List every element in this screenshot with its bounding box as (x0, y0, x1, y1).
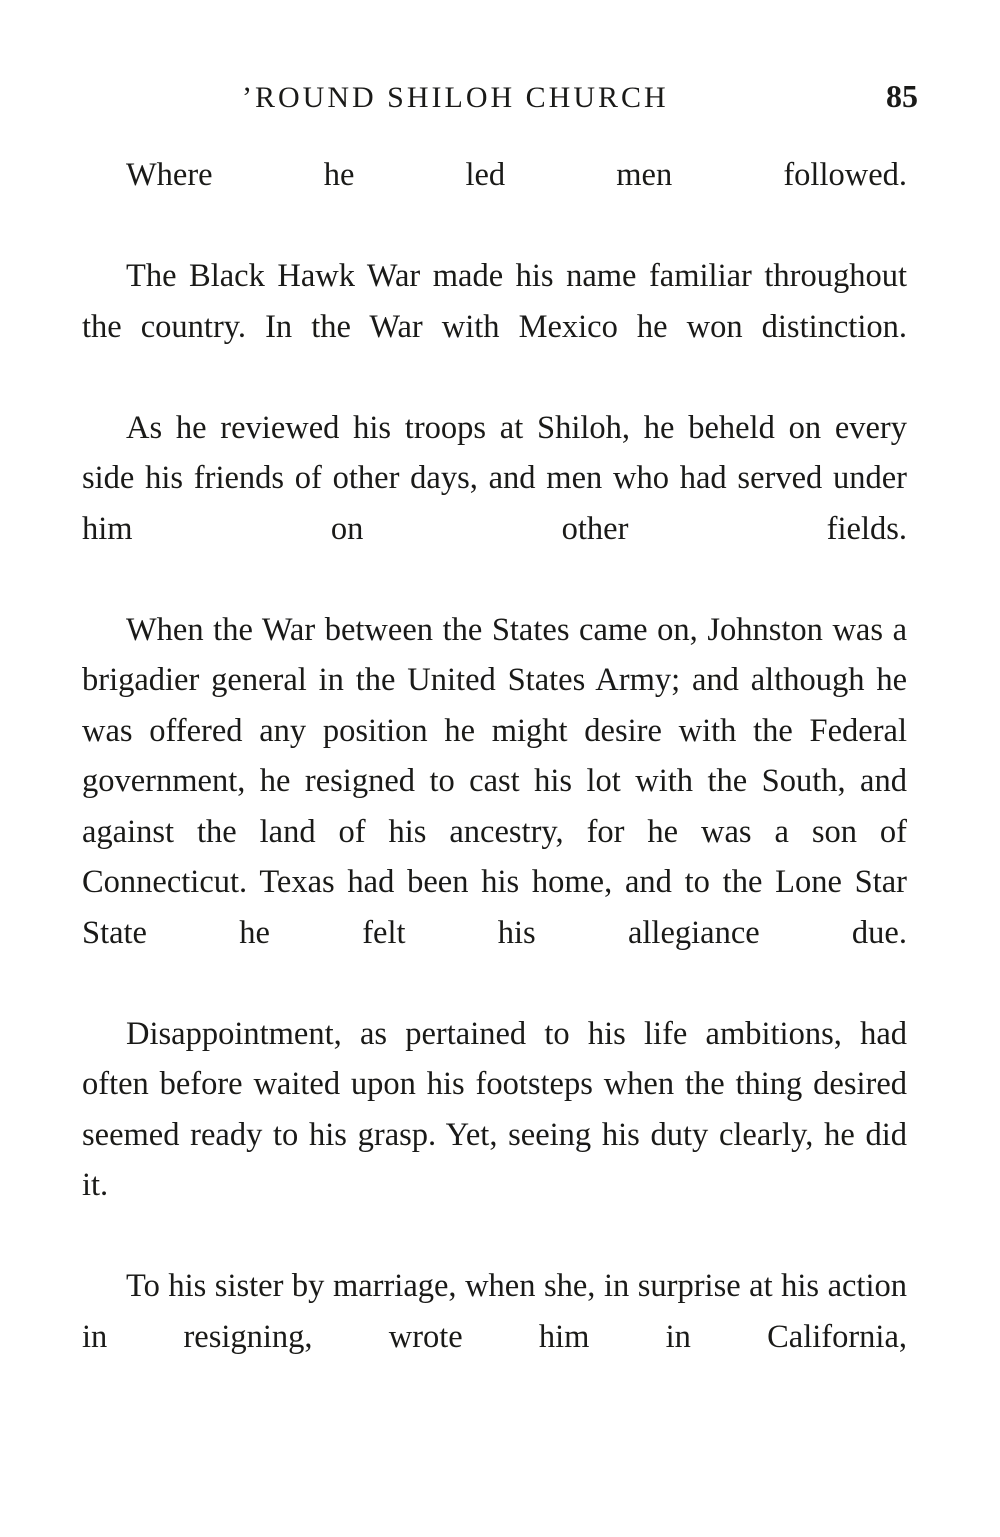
paragraph: When the War between the States came on, Johnston was a brigadier general in the United States Army; and although he was offered any position he might desire with the Federal government, he resigned to cast his lot with the South, and against the land of his ancestry, for he was a son of Connecticut. Texas had been his home, and to the Lone Star State he felt his allegiance due. (82, 611, 907, 951)
paragraph: Disappointment, as pertained to his life ambitions, had often before waited upon his footsteps when the thing desired seemed ready to his grasp. Yet, seeing his duty clearly, he did it. (82, 1015, 907, 1203)
page-body (82, 150, 907, 1413)
running-head: ’ROUND SHILOH CHURCH (242, 81, 669, 114)
page-header (82, 78, 918, 115)
paragraph: As he reviewed his troops at Shiloh, he beheld on every side his friends of other days, and men who had served under him on other fields. (82, 409, 907, 547)
page-number: 85 (886, 78, 918, 114)
paragraph: To his sister by marriage, when she, in surprise at his action in resigning, wrote him in California, (82, 1268, 907, 1355)
paragraph: Where he led men followed. (126, 157, 907, 193)
paragraph: The Black Hawk War made his name familiar throughout the country. In the War with Mexico he won distinction. (82, 258, 907, 345)
